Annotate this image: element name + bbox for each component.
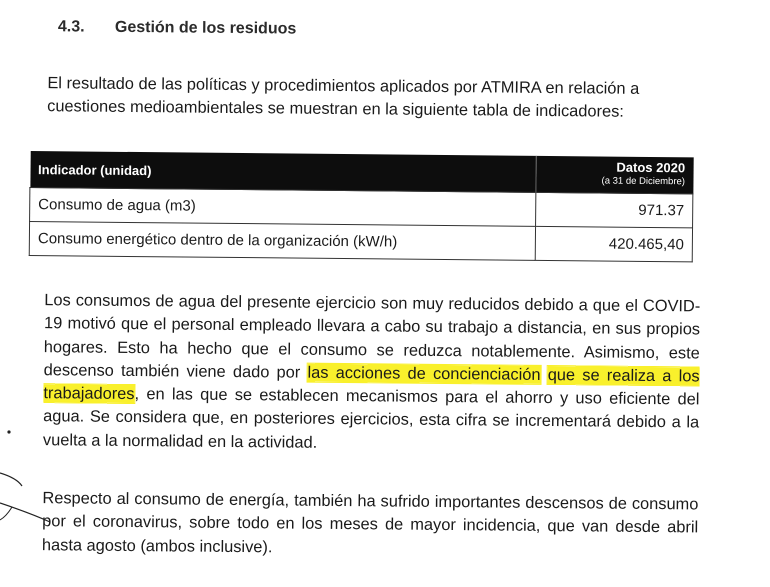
energy-consumption-paragraph: Respecto al consumo de energía, también ha sufrido importantes descensos de consumo por el coronavirus, sobre todo en los meses de mayor incidencia, que van desde abril hasta agosto (ambos inclusive). [41, 489, 699, 556]
row-value-energy: 420.465,40 [535, 226, 692, 262]
intro-text: El resultado de las políticas y procedimientos aplicados por ATMIRA en relación a cuestiones medioambientales se muestran en la siguiente tabla de indicadores: [47, 74, 640, 121]
water-text-after: , en las que se establecen mecanismos para el ahorro y uso eficiente del agua. Se considera que, en posteriores ejercicios, esta cifra se incrementará debido a la vuelta a la normalidad en la actividad. [42, 385, 700, 452]
water-text-before: Los consumos de agua del presente ejercicio son muy reducidos debido a que el COVID-19 motivó que el personal empleado llevara a cabo su trabajo a distancia, en sus propios hogares. Esto ha hecho que el consumo se reduzca notablemente. Asimismo, este descenso también viene dado por [43, 291, 701, 382]
header-data-label: Datos 2020 [616, 159, 686, 176]
row-label-water: Consumo de agua (m3) [30, 188, 536, 227]
row-value-water: 971.37 [536, 192, 693, 228]
header-indicator: Indicador (unidad) [30, 151, 536, 192]
section-heading [58, 18, 297, 38]
water-consumption-paragraph [43, 289, 701, 458]
highlight-workers: que se realiza a los trabajadores [43, 365, 700, 404]
highlight-awareness-actions: las acciones de concienciación [307, 363, 541, 384]
intro-paragraph [47, 72, 707, 124]
section-title: Gestión de los residuos [114, 18, 297, 38]
indicators-table-wrapper [29, 151, 694, 262]
header-data [536, 156, 693, 194]
table-header-row [30, 151, 693, 194]
section-number: 4.3. [57, 18, 85, 36]
header-data-note: (a 31 de Diciembre) [601, 175, 686, 188]
table-row [29, 222, 692, 262]
indicators-table [29, 151, 694, 262]
row-label-energy: Consumo energético dentro de la organización (kW/h) [29, 222, 535, 261]
